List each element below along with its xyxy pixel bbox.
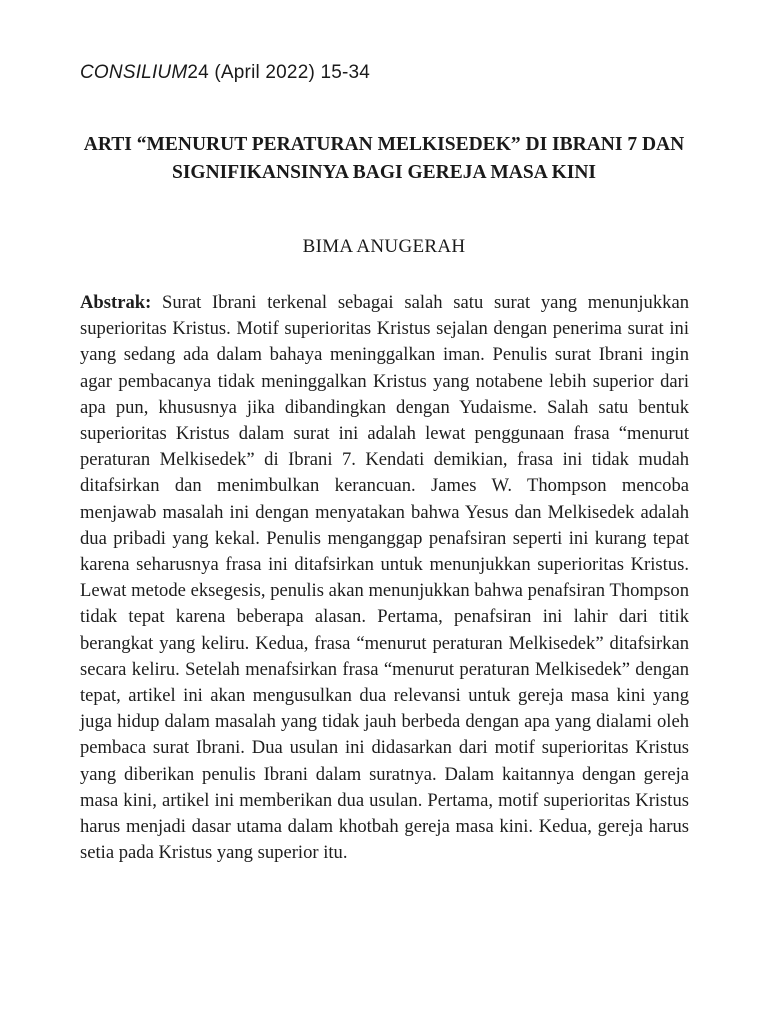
journal-citation bbox=[80, 62, 370, 84]
journal-name: CONSILIUM bbox=[80, 62, 188, 83]
article-title: ARTI “MENURUT PERATURAN MELKISEDEK” DI IBRANI 7 DAN SIGNIFIKANSINYA BAGI GEREJA MASA KINI bbox=[83, 134, 685, 183]
abstract-paragraph bbox=[80, 290, 689, 866]
article-author: BIMA ANUGERAH bbox=[302, 236, 466, 257]
journal-issue: 24 (April 2022) 15-34 bbox=[187, 62, 371, 83]
abstract-label: Abstrak: bbox=[80, 292, 152, 313]
abstract-text: Surat Ibrani terkenal sebagai salah satu surat yang menunjukkan superioritas Kristus. Motif superioritas Kristus sejalan dengan penerima surat ini yang sedang ada dalam bahaya meninggalkan iman. Penulis surat Ibrani ingin agar pembacanya tidak meninggalkan Kristus yang notabene lebih superior dari apa pun, khususnya jika dibandingkan dengan Yudaisme. Salah satu bentuk superioritas Kristus dalam surat ini adalah lewat penggunaan frasa “menurut peraturan Melkisedek” di Ibrani 7. Kendati demikian, frasa ini tidak mudah ditafsirkan dan menimbulkan kerancuan. James W. Thompson mencoba menjawab masalah ini dengan menyatakan bahwa Yesus dan Melkisedek adalah dua pribadi yang kekal. Penulis menganggap penafsiran seperti ini kurang tepat karena seharusnya frasa ini ditafsirkan untuk menunjukkan superioritas Kristus. Lewat metode eksegesis, penulis akan menunjukkan bahwa penafsiran Thompson tidak tepat karena beberapa alasan. Pertama, penafsiran ini lahir dari titik berangkat yang keliru. Kedua, frasa “menurut peraturan Melkisedek” ditafsirkan secara keliru. Setelah menafsirkan frasa “menurut peraturan Melkisedek” dengan tepat, artikel ini akan mengusulkan dua relevansi untuk gereja masa kini yang juga hidup dalam masalah yang tidak jauh berbeda dengan apa yang dialami oleh pembaca surat Ibrani. Dua usulan ini didasarkan dari motif superioritas Kristus yang diberikan penulis Ibrani dalam suratnya. Dalam kaitannya dengan gereja masa kini, artikel ini memberikan dua usulan. Pertama, motif superioritas Kristus harus menjadi dasar utama dalam khotbah gereja masa kini. Kedua, gereja harus setia pada Kristus yang superior itu. bbox=[80, 292, 689, 864]
